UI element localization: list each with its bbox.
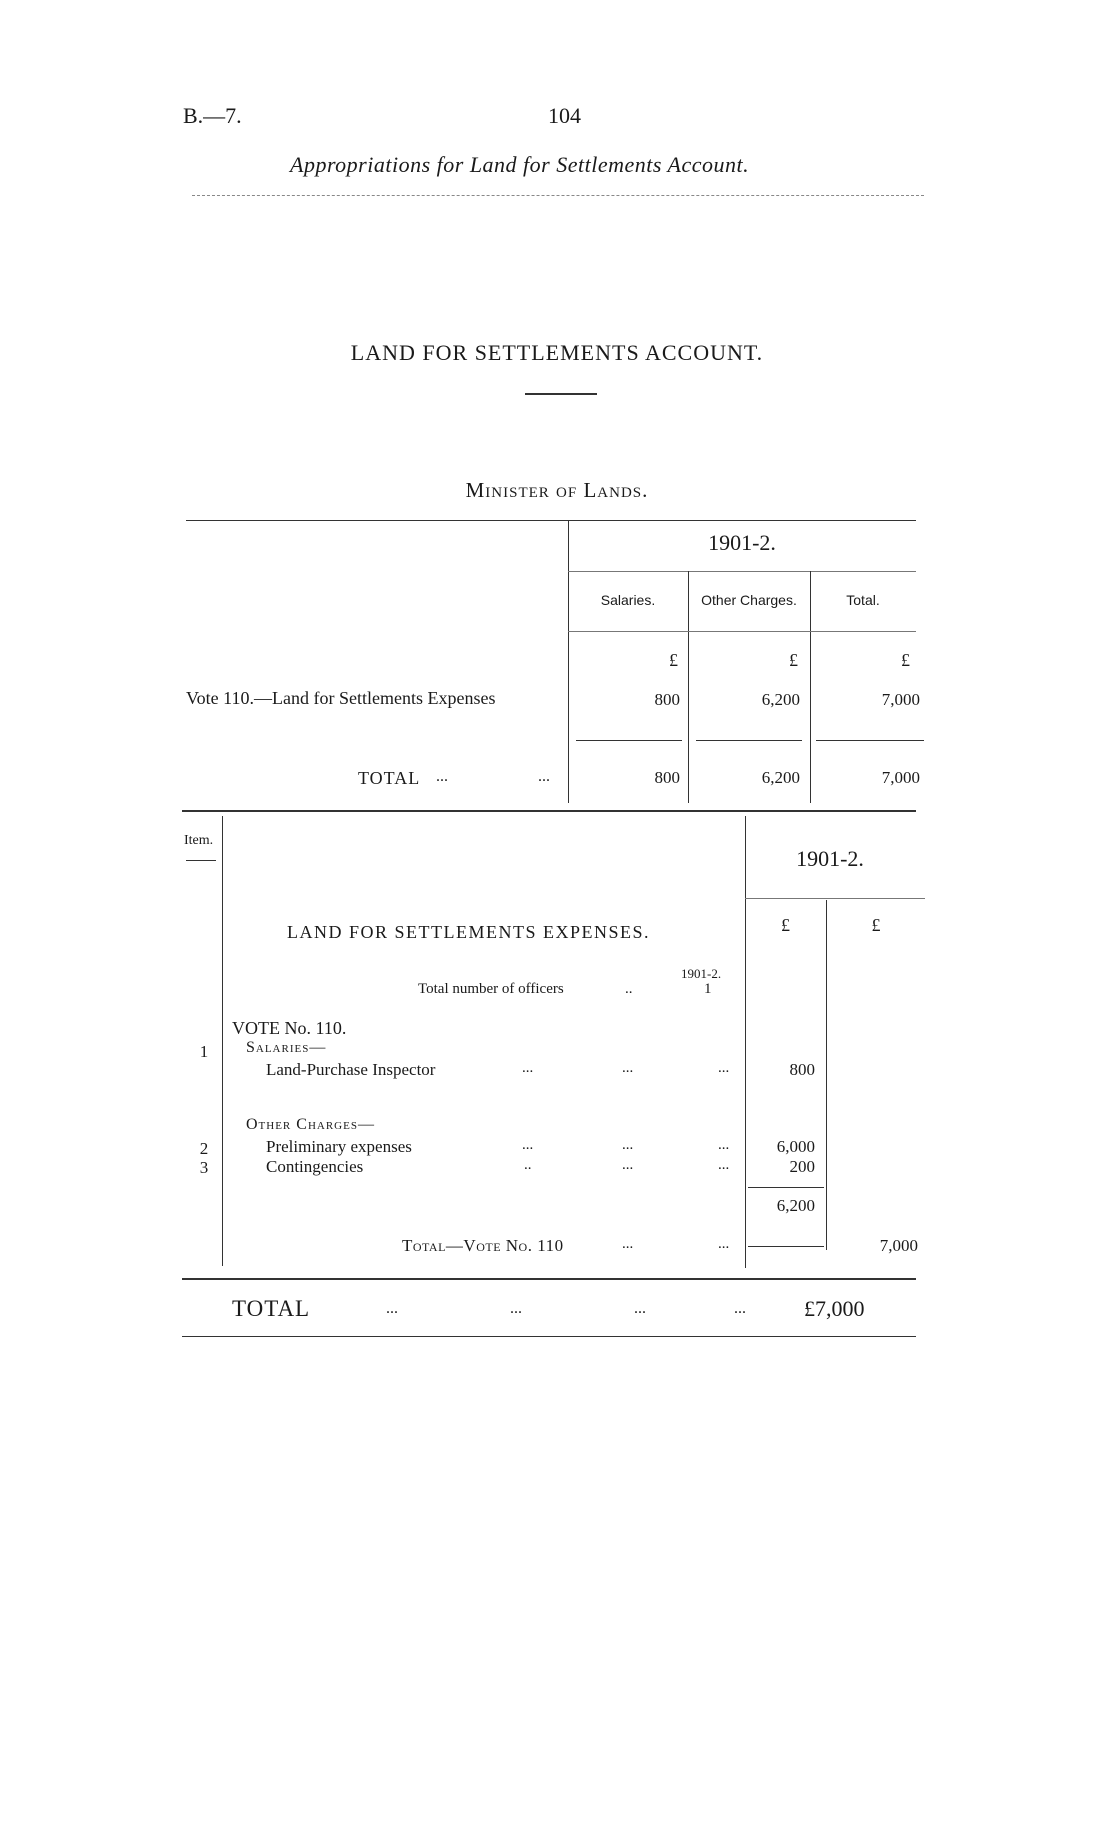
detail-year-header: 1901-2.: [796, 846, 864, 871]
vote-heading: VOTE No. 110.: [232, 1018, 347, 1038]
item-label: Preliminary expenses: [266, 1137, 412, 1156]
item-column-header: Item.: [184, 833, 214, 848]
other-charges-subtotal: 6,200: [776, 1196, 815, 1215]
detail-year-rule: [745, 898, 925, 899]
col-header-salaries: Salaries.: [600, 592, 656, 608]
item-number: 3: [199, 1158, 209, 1177]
item-label: Contingencies: [266, 1157, 364, 1176]
leader-dots: ...: [718, 1060, 730, 1076]
amount-subcolumn-divider: [826, 900, 827, 1250]
item-number: 1: [199, 1042, 209, 1061]
item-column-divider: [222, 816, 223, 1266]
col-header-other-charges: Other Charges.: [701, 592, 797, 608]
year-header-rule: [568, 571, 916, 572]
leader-dots: ...: [622, 1157, 634, 1173]
col-header-rule: [568, 631, 916, 632]
leader-dots: ...: [622, 1236, 634, 1252]
minister-heading: Minister of Lands.: [465, 478, 649, 502]
vote-110-total: 7,000: [881, 690, 920, 709]
currency-total: £: [901, 650, 910, 670]
vote-110-other-charges: 6,200: [761, 690, 800, 709]
leader-dots: ...: [622, 1137, 634, 1153]
leader-dots: ...: [634, 1300, 646, 1317]
vote-total-rule: [748, 1246, 824, 1247]
officers-dots: ..: [625, 981, 633, 997]
summary-total-dots: ...: [436, 768, 448, 785]
item-number: 2: [199, 1139, 209, 1158]
salaries-sum-rule: [576, 740, 682, 741]
summary-total-other-charges: 6,200: [761, 768, 800, 787]
item-header-rule: [186, 860, 216, 861]
vote-total-amount: 7,000: [879, 1236, 918, 1255]
leader-dots: ...: [522, 1060, 534, 1076]
header-rule: [192, 195, 924, 196]
currency-column-a: £: [781, 915, 790, 935]
page-number: 104: [548, 103, 581, 128]
running-title: Appropriations for Land for Settlements Account.: [290, 152, 750, 177]
currency-salaries: £: [669, 650, 678, 670]
other-charges-heading: Other Charges—: [246, 1116, 375, 1133]
document-reference: B.—7.: [183, 103, 242, 128]
currency-column-b: £: [871, 915, 881, 935]
grand-total-bottom-rule: [182, 1336, 916, 1337]
vote-110-label: Vote 110.—Land for Settlements Expenses: [186, 688, 496, 708]
currency-other: £: [789, 650, 798, 670]
leader-dots: ..: [524, 1157, 532, 1173]
summary-total-total: 7,000: [881, 768, 920, 787]
officers-count: 1: [704, 981, 712, 997]
grand-total-label: TOTAL: [232, 1296, 311, 1321]
other-sum-rule: [696, 740, 802, 741]
title-underline: [525, 393, 597, 395]
leader-dots: ...: [734, 1300, 746, 1317]
other-subtotal-rule: [748, 1187, 824, 1188]
officers-year: 1901-2.: [681, 966, 722, 981]
page-title: LAND FOR SETTLEMENTS ACCOUNT.: [350, 340, 764, 365]
officers-label: Total number of officers: [418, 981, 564, 997]
leader-dots: ...: [386, 1300, 398, 1317]
item-label: Land-Purchase Inspector: [266, 1060, 436, 1079]
item-amount: 200: [789, 1157, 815, 1176]
total-sum-rule: [816, 740, 924, 741]
vote-110-salaries: 800: [654, 690, 680, 709]
leader-dots: ...: [718, 1137, 730, 1153]
summary-year-header: 1901-2.: [708, 530, 776, 555]
grand-total-top-rule: [182, 1278, 916, 1280]
section-title: LAND FOR SETTLEMENTS EXPENSES.: [287, 922, 651, 942]
item-amount: 6,000: [776, 1137, 815, 1156]
item-amount: 800: [789, 1060, 815, 1079]
vote-total-label: Total—Vote No. 110: [402, 1236, 564, 1255]
summary-total-label: TOTAL: [358, 768, 421, 788]
leader-dots: ...: [510, 1300, 522, 1317]
summary-total-dots: ...: [538, 768, 550, 785]
summary-top-rule: [186, 520, 916, 521]
leader-dots: ...: [718, 1157, 730, 1173]
leader-dots: ...: [622, 1060, 634, 1076]
leader-dots: ...: [718, 1236, 730, 1252]
salaries-heading: Salaries—: [246, 1039, 327, 1056]
summary-total-salaries: 800: [654, 768, 680, 787]
grand-total-amount: £7,000: [804, 1296, 865, 1321]
leader-dots: ...: [522, 1137, 534, 1153]
col-header-total: Total.: [846, 592, 880, 608]
summary-bottom-rule: [182, 810, 916, 812]
